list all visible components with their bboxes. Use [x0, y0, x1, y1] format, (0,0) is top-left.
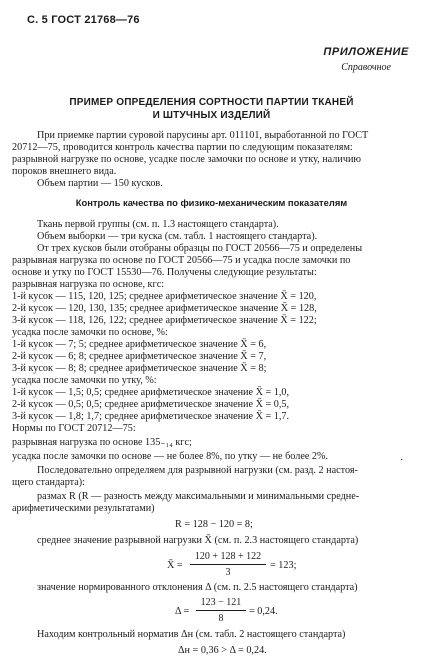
body-line: 3-й кусок — 8; 8; среднее арифметическое значение X̄ = 8; [12, 363, 267, 374]
body-line: щего стандарта): [12, 477, 85, 488]
equation-delta-denominator: 8 [218, 613, 224, 624]
intro-line: разрывной нагрузке по основе, усадке после замочки по основе и утку, наличию [12, 154, 362, 165]
appendix-label: ПРИЛОЖЕНИЕ [323, 46, 409, 58]
equation-mean-rhs: = 123; [270, 560, 297, 571]
equation-delta-rhs: = 0,24. [249, 606, 278, 617]
body-line: 3-й кусок — 118, 126, 122; среднее арифметическое значение X̄ = 122; [12, 315, 317, 326]
body-line: основе и утку по ГОСТ 15530—76. Получены следующие результаты: [12, 267, 317, 278]
body-line: усадка после замочки по утку, %: [12, 375, 157, 386]
body-line: 2-й кусок — 120, 130, 135; среднее арифметическое значение X̄ = 128, [12, 303, 317, 314]
body-line: 2-й кусок — 6; 8; среднее арифметическое значение X̄ = 7, [12, 351, 267, 362]
scan-mark: ⋅ [400, 455, 404, 466]
body-line: 1-й кусок — 115, 120, 125; среднее арифметическое значение X̄ = 120, [12, 291, 317, 302]
body-line: Последовательно определяем для разрывной нагрузки (см. разд. 2 настоя- [37, 465, 358, 476]
intro-line: При приемке партии суровой парусины арт. 011101, выработанной по ГОСТ [37, 130, 369, 141]
body-line: разрывная нагрузка по основе по ГОСТ 20566—75 и усадка после замочки по [12, 255, 351, 266]
fraction-bar [196, 610, 246, 611]
body-line: 2-й кусок — 0,5; 0,5; среднее арифметическое значение X̄ = 0,5, [12, 399, 290, 410]
body-line: разрывная нагрузка по основе, кгс: [12, 279, 165, 290]
body-line: разрывная нагрузка по основе 135₋₁₄ кгс; [12, 437, 192, 448]
body-line: 1-й кусок — 7; 5; среднее арифметическое значение X̄ = 6, [12, 339, 267, 350]
body-line: Нормы по ГОСТ 20712—75: [12, 423, 136, 434]
body-line: 3-й кусок — 1,8; 1,7; среднее арифметическое значение X̄ = 1,7. [12, 411, 290, 422]
body-line: усадка после замочки по основе, %: [12, 327, 168, 338]
document-title-line2: И ШТУЧНЫХ ИЗДЕЛИЙ [152, 110, 271, 121]
body-line: От трех кусков были отобраны образцы по ГОСТ 20566—75 и определены [37, 243, 363, 254]
body-line: среднее значение разрывной нагрузки X̄̄ (см. п. 2.3 настоящего стандарта) [37, 535, 359, 546]
fraction-bar [190, 564, 266, 565]
intro-line: Объем партии — 150 кусков. [37, 178, 163, 189]
equation-mean-numerator: 120 + 128 + 122 [194, 551, 262, 562]
equation-range: R = 128 − 120 = 8; [175, 519, 253, 530]
section-title: Контроль качества по физико-механическим показателям [75, 197, 348, 208]
page-header: С. 5 ГОСТ 21768—76 [27, 14, 140, 26]
body-line: усадка после замочки по основе — не более 8%, по утку — не более 2%. [12, 451, 329, 462]
equation-mean-lhs: X̄̄ = [167, 560, 183, 571]
body-line: Находим контрольный норматив Δн (см. табл. 2 настоящего стандарта) [37, 629, 346, 640]
intro-line: пороков внешнего вида. [12, 166, 117, 177]
equation-mean-denominator: 3 [225, 567, 231, 578]
intro-line: 20712—75, проводится контроль качества партии по следующим показателям: [12, 142, 353, 153]
body-line: значение нормированного отклонения Δ (см. п. 2.5 настоящего стандарта) [37, 582, 358, 593]
document-title-line1: ПРИМЕР ОПРЕДЕЛЕНИЯ СОРТНОСТИ ПАРТИИ ТКАНЕЙ [69, 97, 354, 108]
equation-delta-lhs: Δ = [175, 606, 190, 617]
appendix-type: Справочное [341, 62, 391, 73]
equation-norm: Δн = 0,36 > Δ = 0,24. [178, 645, 267, 656]
equation-delta-numerator: 123 − 121 [200, 597, 242, 608]
body-line: размах R (R — разность между максимальными и минимальными средне- [37, 491, 360, 502]
body-line: Ткань первой группы (см. п. 1.3 настоящего стандарта). [37, 219, 279, 230]
body-line: Объем выборки — три куска (см. табл. 1 настоящего стандарта). [37, 231, 318, 242]
body-line: арифметическими результатами) [12, 503, 155, 514]
body-line: 1-й кусок — 1,5; 0,5; среднее арифметическое значение X̄ = 1,0, [12, 387, 290, 398]
